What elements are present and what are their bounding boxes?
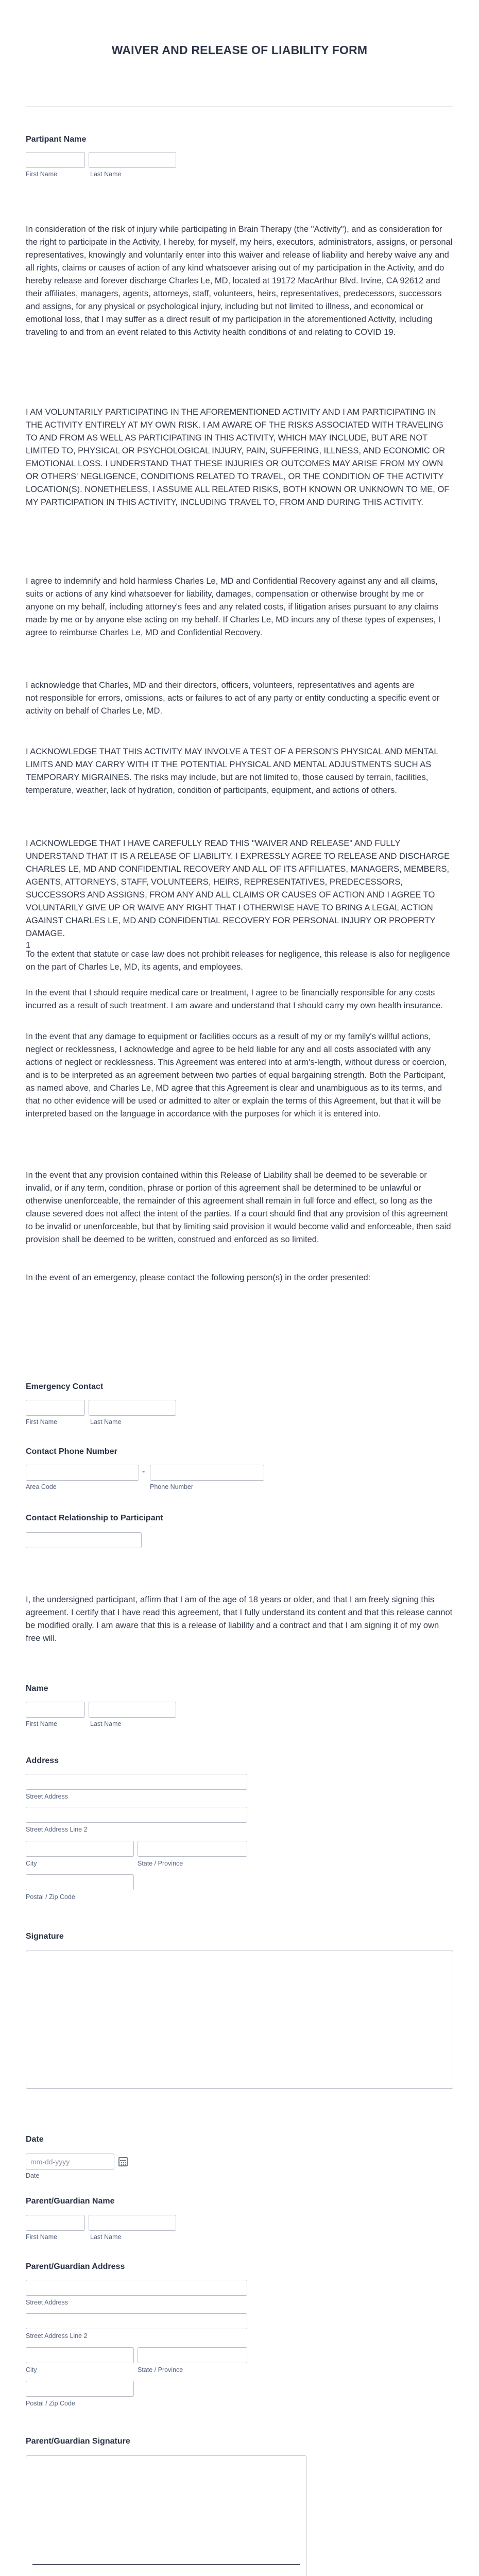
guardian-street-address-2-sub: Street Address Line 2: [26, 2332, 88, 2340]
waiver-paragraph-6: [26, 837, 453, 951]
relationship-label: Contact Relationship to Participant: [26, 1514, 163, 1522]
guardian-street-address-2-input[interactable]: [26, 2313, 247, 2329]
date-label: Date: [26, 2135, 44, 2144]
participant-last-name-input[interactable]: [89, 152, 176, 168]
relationship-input[interactable]: [26, 1532, 142, 1548]
street-address-sub: Street Address: [26, 1793, 68, 1800]
calendar-icon[interactable]: [118, 2157, 128, 2166]
waiver-paragraph-6-number: 1: [26, 941, 31, 950]
waiver-paragraph-5a: I ACKNOWLEDGE THAT THIS ACTIVITY MAY INVOLVE A TEST OF A PERSON'S PHYSICAL AND MENTAL LIMITS AND MAY CARRY WITH IT THE POTENTIAL PHYSICAL AND MENTAL ADJUSTMENTS SUCH AS TEMPORARY MIGRAINES.: [26, 747, 438, 782]
first-name-input[interactable]: [26, 1702, 85, 1718]
signature-pad[interactable]: [26, 1951, 453, 2089]
form-title: WAIVER AND RELEASE OF LIABILITY FORM: [111, 43, 368, 57]
waiver-paragraph-2: I AM VOLUNTARILY PARTICIPATING IN THE AFOREMENTIONED ACTIVITY AND I AM PARTICIPATING IN THE ACTIVITY ENTIRELY AT MY OWN RISK. I AM AWARE OF THE RISKS ASSOCIATED WITH TRAVELING TO AND FROM AS WELL AS PARTICIPATING IN THIS ACTIVITY, WHICH MAY INCLUDE, BUT ARE NOT LIMITED TO, PHYSICAL OR PSYCHOLOGICAL INJURY, PAIN, SUFFERING, ILLNESS, AND ECONOMIC OR EMOTIONAL LOSS. I UNDERSTAND THAT THESE INJURIES OR OUTCOMES MAY ARISE FROM MY OWN OR OTHERS' NEGLIGENCE, CONDITIONS RELATED TO TRAVEL, OR THE CONDITION OF THE ACTIVITY LOCATION(S). NONETHELESS, I ASSUME ALL RELATED RISKS, BOTH KNOWN OR UNKNOWN TO ME, OF MY PARTICIPATION IN THIS ACTIVITY, INCLUDING TRAVEL TO, FROM AND DURING THIS ACTIVITY.: [26, 408, 450, 507]
phone-number-sub: Phone Number: [150, 1483, 194, 1490]
guardian-state-sub: State / Province: [138, 2366, 183, 2374]
guardian-last-name-sub: Last Name: [90, 2233, 122, 2241]
emergency-last-name-input[interactable]: [89, 1400, 176, 1416]
guardian-street-address-input[interactable]: [26, 2280, 247, 2296]
participant-first-name-input[interactable]: [26, 152, 85, 168]
guardian-state-input[interactable]: [138, 2347, 247, 2363]
waiver-paragraph-4a: I acknowledge that Charles, MD and their directors, officers, volunteers, representatives and agents are: [26, 681, 415, 690]
postal-code-input[interactable]: [26, 1874, 134, 1890]
waiver-paragraph-1: In consideration of the risk of injury while participating in Brain Therapy (the "Activity"), and as consideration for the right to participate in the Activity, I hereby, for myself, my heirs, executors, administrators, assigns, or personal representatives, knowingly and voluntarily enter into this waiver and release of liability and hereby waive any and all rights, claims or causes of action of any kind whatsoever arising out of my participation in the Activity, and do hereby release and forever discharge Charles Le, MD, located at 19172 MacArthur Blvd. Irvine, CA 92612 and their affiliates, managers, agents, attorneys, staff, volunteers, heirs, representatives, predecessors, successors and assigns, for any physical or psychological injury, including but not limited to illness, and economical or emotional loss, that I may suffer as a direct result of my participation in the aforementioned Activity, including traveling to and from an event related to this Activity health conditions of and relating to COVID 19.: [26, 225, 453, 337]
street-address-input[interactable]: [26, 1774, 247, 1790]
guardian-postal-code-sub: Postal / Zip Code: [26, 2400, 75, 2407]
guardian-first-name-input[interactable]: [26, 2215, 85, 2231]
emergency-first-name-sub: First Name: [26, 1418, 58, 1426]
guardian-address-label: Parent/Guardian Address: [26, 2262, 125, 2271]
header-divider: [26, 106, 453, 107]
affirmation-text: I, the undersigned participant, affirm that I am of the age of 18 years or older, and that I am freely signing this agreement. I certify that I have read this agreement, that I fully understand its content and that this release cannot be modified orally. I am aware that this is a release of liability and a contract and that I am signing it of my own free will.: [26, 1595, 453, 1643]
date-sub: Date: [26, 2172, 40, 2179]
guardian-last-name-input[interactable]: [89, 2215, 176, 2231]
first-name-sub: First Name: [26, 1720, 58, 1727]
signature-label: Signature: [26, 1932, 64, 1941]
waiver-paragraph-4b: not responsible for errors, omissions, acts or failures to act of any party or entity conducting a specific event or activity on behalf of Charles Le, MD.: [26, 693, 440, 716]
participant-name-label: Partipant Name: [26, 135, 87, 144]
emergency-contact-label: Emergency Contact: [26, 1382, 104, 1391]
emergency-first-name-input[interactable]: [26, 1400, 85, 1416]
address-label: Address: [26, 1756, 59, 1765]
name-label: Name: [26, 1684, 48, 1693]
guardian-postal-code-input[interactable]: [26, 2381, 134, 2397]
participant-last-name-sub: Last Name: [90, 171, 122, 178]
waiver-paragraph-4: [26, 679, 453, 718]
state-input[interactable]: [138, 1841, 247, 1857]
area-code-sub: Area Code: [26, 1483, 57, 1490]
waiver-paragraph-6-text: I ACKNOWLEDGE THAT I HAVE CAREFULLY READ THIS "WAIVER AND RELEASE" AND FULLY UNDERSTAND THAT IT IS A RELEASE OF LIABILITY. I EXPRESSLY AGREE TO RELEASE AND DISCHARGE CHARLES LE, MD AND CONFIDENTIAL RECOVERY AND ALL OF ITS AFFILIATES, MANAGERS, MEMBERS, AGENTS, ATTORNEYS, STAFF, VOLUNTEERS, HEIRS, REPRESENTATIVES, PREDECESSORS, SUCCESSORS AND ASSIGNS, FROM ANY AND ALL CLAIMS OR CAUSES OF ACTION AND I AGREE TO VOLUNTARILY GIVE UP OR WAIVE ANY RIGHT THAT I OTHERWISE HAVE TO BRING A LEGAL ACTION AGAINST CHARLES LE, MD AND CONFIDENTIAL RECOVERY FOR PERSONAL INJURY OR PROPERTY DAMAGE.: [26, 839, 450, 938]
postal-code-sub: Postal / Zip Code: [26, 1893, 75, 1901]
emergency-last-name-sub: Last Name: [90, 1418, 122, 1426]
area-code-input[interactable]: [26, 1465, 139, 1481]
waiver-paragraph-11: In the event of an emergency, please contact the following person(s) in the order presented:: [26, 1273, 371, 1282]
guardian-signature-pad[interactable]: [26, 2455, 306, 2576]
street-address-2-input[interactable]: [26, 1807, 247, 1823]
waiver-paragraph-5: [26, 745, 453, 797]
guardian-signature-baseline: [32, 2564, 300, 2565]
participant-first-name-sub: First Name: [26, 171, 58, 178]
guardian-signature-label: Parent/Guardian Signature: [26, 2437, 130, 2446]
waiver-paragraph-8: In the event that I should require medical care or treatment, I agree to be financially responsible for any costs incurred as a result of such treatment. I am aware and understand that I should carry my own health insurance.: [26, 988, 443, 1010]
waiver-paragraph-3: I agree to indemnify and hold harmless Charles Le, MD and Confidential Recovery against any and all claims, suits or actions of any kind whatsoever for liability, damages, compensation or otherwise brought by me or anyone on my behalf, including attorney's fees and any related costs, if litigation arises pursuant to any claims made by me or by anyone else acting on my behalf. If Charles Le, MD incurs any of these types of expenses, I agree to reimburse Charles Le, MD and Confidential Recovery.: [26, 577, 441, 637]
guardian-city-input[interactable]: [26, 2347, 134, 2363]
city-sub: City: [26, 1860, 37, 1867]
last-name-input[interactable]: [89, 1702, 176, 1718]
city-input[interactable]: [26, 1841, 134, 1857]
contact-phone-label: Contact Phone Number: [26, 1447, 117, 1456]
guardian-city-sub: City: [26, 2366, 37, 2374]
guardian-first-name-sub: First Name: [26, 2233, 58, 2241]
waiver-paragraph-10: In the event that any provision contained within this Release of Liability shall be deemed to be severable or invalid, or if any term, condition, phrase or portion of this agreement shall be determined to be unlawful or otherwise unenforceable, the remainder of this agreement shall remain in full force and effect, so long as the clause severed does not affect the intent of the parties. If a court should find that any provision of this agreement to be invalid or unenforceable, but that by limiting said provision it would become valid and enforceable, then said provision shall be deemed to be written, construed and enforced as so limited.: [26, 1171, 451, 1244]
date-input[interactable]: [26, 2154, 114, 2170]
state-sub: State / Province: [138, 1860, 183, 1867]
street-address-2-sub: Street Address Line 2: [26, 1826, 88, 1833]
last-name-sub: Last Name: [90, 1720, 122, 1727]
waiver-paragraph-7: To the extent that statute or case law does not prohibit releases for negligence, this release is also for negligence on the part of Charles Le, MD, its agents, and employees.: [26, 950, 450, 972]
phone-number-input[interactable]: [150, 1465, 264, 1481]
waiver-paragraph-9: In the event that any damage to equipment or facilities occurs as a result of my or my family's willful actions, neglect or recklessness, I acknowledge and agree to be held liable for any and all costs associated with any actions of neglect or recklessness. This Agreement was entered into at arm's-length, without duress or coercion, and is to be interpreted as an agreement between two parties of equal bargaining strength. Both the Participant, as named above, and Charles Le, MD agree that this Agreement is clear and unambiguous as to its terms, and that no other evidence will be used or admitted to alter or explain the terms of this Agreement, but that it will be interpreted based on the language in accordance with the purposes for which it is entered into.: [26, 1032, 447, 1118]
guardian-name-label: Parent/Guardian Name: [26, 2197, 115, 2206]
guardian-street-address-sub: Street Address: [26, 2299, 68, 2306]
waiver-paragraph-5b: The risks may include, but are not limited to, those caused by terrain, facilities, temperature, weather, lack of hydration, condition of participants, equipment, and actions of others.: [26, 773, 429, 795]
phone-separator: -: [142, 1467, 145, 1476]
